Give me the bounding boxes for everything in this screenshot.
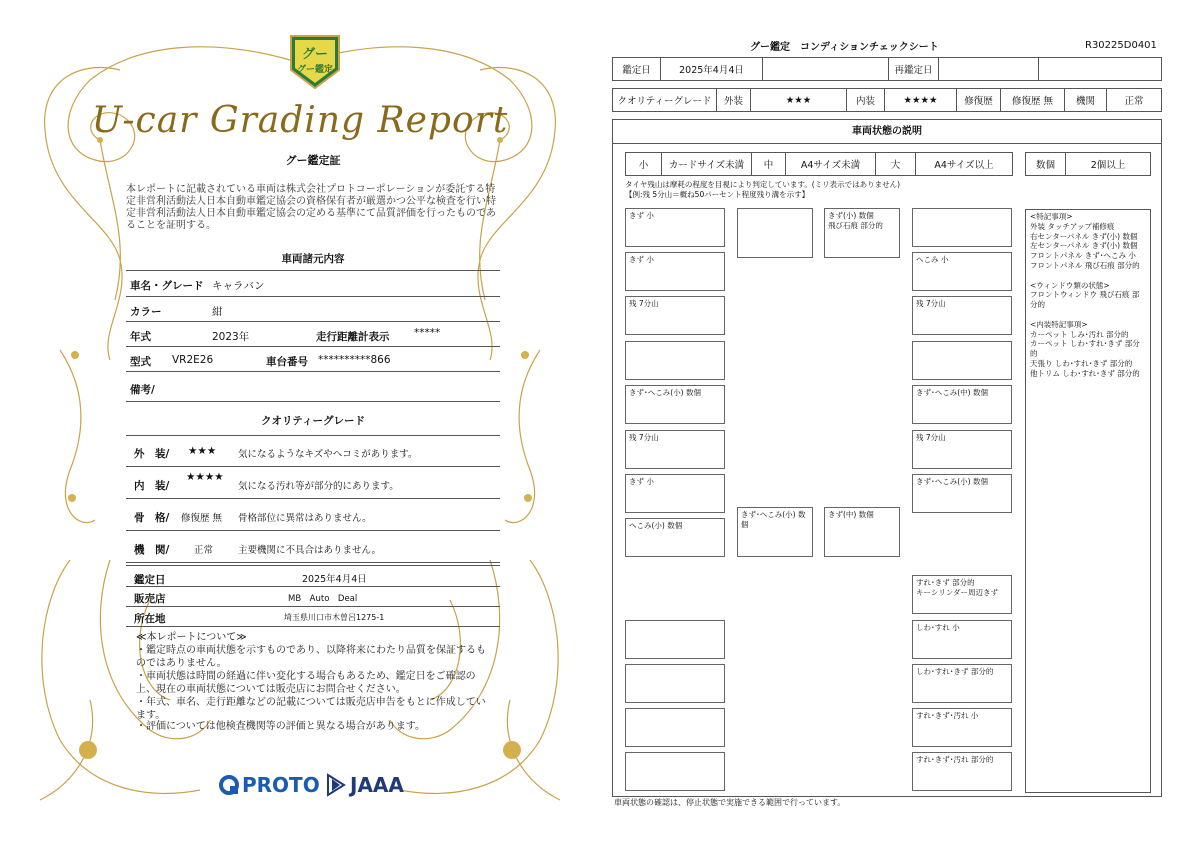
tire-note-2: 【例:残 5分山＝概ね50パーセント程度残り溝を示す】: [625, 190, 810, 199]
interior-box-left-4: [625, 752, 725, 791]
count-label: 数個: [1026, 153, 1066, 175]
damage-box-right-5: きず･へこみ(中) 数個: [912, 385, 1012, 424]
note-1: ・鑑定時点の車両状態を示すものであり、以降将来にわたり品質を保証するものではありません。: [136, 645, 486, 669]
reappraisal-label: 再鑑定日: [889, 58, 939, 80]
interior-text: 気になる汚れ等が部分的にあります。: [238, 481, 399, 492]
size-large: 大: [876, 153, 916, 175]
jaaa-logo-text: JAAA: [350, 773, 404, 797]
svg-text:グー: グー: [301, 47, 329, 62]
damage-box-left-4: [625, 341, 725, 380]
cert-title: グー鑑定証: [285, 154, 341, 167]
interior-label: 内 装/: [134, 480, 170, 492]
spec-color-row: [126, 297, 500, 322]
count-desc: 2個以上: [1090, 160, 1126, 171]
shop-label: 販売店: [134, 593, 166, 605]
interior-box-right-4: すれ･きず･汚れ 部分的: [912, 752, 1012, 791]
note-line: 天張り しわ･すれ･きず 部分的: [1030, 358, 1133, 368]
name-value: キャラバン: [212, 280, 265, 292]
tire-note-1: タイヤ残山は摩耗の程度を目視により判定しています。(ミリ表示ではありません): [625, 180, 901, 189]
frame-label: 骨 格/: [134, 512, 170, 524]
year-label: 年式: [130, 331, 151, 343]
size-small-desc: カードサイズ未満: [662, 153, 752, 175]
damage-box-right-2: へこみ 小: [912, 252, 1012, 291]
exterior-label: 外 装/: [134, 448, 170, 460]
shop-row: [126, 587, 500, 607]
sheet-title: グー鑑定 コンディションチェックシート: [750, 42, 939, 53]
damage-box-left-5: きず･へこみ(小) 数個: [625, 385, 725, 424]
address-label: 所在地: [134, 613, 166, 625]
damage-box-left-1: きず 小: [625, 208, 725, 247]
interior-box-right-3: すれ･きず･汚れ 小: [912, 708, 1012, 747]
grade-title: クオリティーグレード: [261, 415, 365, 427]
year-value: 2023年: [212, 331, 250, 343]
date-row: [126, 565, 500, 587]
proto-logo: [218, 772, 320, 798]
spec-model-row: [126, 347, 500, 372]
damage-box-left-6: 残 7分山: [625, 430, 725, 469]
appraisal-date-value: 2025年4月4日: [661, 58, 763, 80]
damage-box-left-2: きず 小: [625, 252, 725, 291]
appraisal-date-label: 鑑定日: [613, 58, 661, 80]
mileage-value: *****: [414, 327, 441, 339]
damage-box-right-3: 残 7分山: [912, 296, 1012, 335]
note-line: フロントパネル 飛び石痕 部分的: [1030, 260, 1140, 270]
damage-box-left-3: 残 7分山: [625, 296, 725, 335]
exterior-text: 気になるようなキズやヘコミがあります。: [238, 449, 418, 460]
note-line: 右センターパネル きず(小) 数個: [1030, 231, 1138, 241]
model-value: VR2E26: [172, 354, 214, 366]
damage-box-left-7: きず 小: [625, 474, 725, 513]
chassis-label: 車台番号: [266, 356, 308, 368]
notes-title: ≪本レポートについて≫: [136, 632, 247, 643]
damage-box-top-1: [737, 208, 813, 258]
proto-logo-text: PROTO: [242, 773, 320, 797]
int-stars: ★★★★: [885, 89, 957, 111]
jaaa-logo: [326, 772, 404, 798]
size-small: 小: [626, 153, 662, 175]
interior-box-right-2: しわ･すれ･きず 部分的: [912, 664, 1012, 703]
color-value: 紺: [212, 306, 223, 318]
interior-box-right-1: しわ･すれ 小: [912, 620, 1012, 659]
proto-mark-icon: [218, 774, 240, 796]
damage-box-right-4: [912, 341, 1012, 380]
spec-year-row: [126, 322, 500, 347]
note-line: 外装 タッチアップ補修痕: [1030, 221, 1115, 231]
condition-check-sheet: [600, 0, 1200, 848]
script-title: U-car Grading Report: [91, 100, 509, 141]
quality-label: クオリティーグレード: [613, 89, 717, 111]
note-line: カーペット しわ･すれ･きず 部分的: [1030, 339, 1140, 359]
spec-name-row: [126, 270, 500, 297]
size-mid: 中: [752, 153, 786, 175]
interior-box-left-3: [625, 708, 725, 747]
remarks-label: 備考/: [130, 384, 155, 396]
chassis-value: **********866: [318, 354, 391, 366]
engine-label: 機関: [1065, 89, 1107, 111]
note-line: <内装特記事項>: [1030, 319, 1088, 329]
damage-box-right-7: きず･へこみ(小) 数個: [912, 474, 1012, 513]
size-mid-desc: A4サイズ未満: [786, 153, 876, 175]
mileage-label: 走行距離計表示: [316, 331, 390, 343]
interior-stars: ★★★★: [186, 471, 224, 483]
size-large-desc: A4サイズ以上: [934, 160, 994, 171]
note-4: ・評価については他検査機関等の評価と異なる場合があります。: [136, 721, 425, 732]
model-label: 型式: [130, 356, 151, 368]
engine-text: 主要機関に不具合はありません。: [238, 545, 382, 556]
note-2: ・車両状態は時間の経過に伴い変化する場合もあるため、鑑定日をご確認の上、現在の車両状態については販売店にお問合せください。: [136, 671, 476, 695]
name-label: 車名・グレード: [130, 280, 204, 292]
note-line: <ウィンドウ類の状態>: [1030, 280, 1110, 290]
ext-label: 外装: [717, 89, 751, 111]
note-line: <特記事項>: [1030, 212, 1073, 221]
repair-label: 修復歴: [957, 89, 1001, 111]
damage-box-bottom-1: へこみ(小) 数個: [625, 518, 725, 557]
note-line: フロントパネル きず･へこみ 小: [1030, 251, 1136, 261]
grade-frame-row: [126, 499, 500, 531]
address-value: 埼玉県川口市木曽呂1275-1: [284, 613, 385, 622]
footer-note: 車両状態の確認は、停止状態で実施できる範囲で行っています。: [614, 798, 846, 807]
interior-box-left-1: [625, 620, 725, 659]
date-label: 鑑定日: [134, 574, 166, 586]
specs-title: 車両諸元内容: [281, 253, 345, 265]
goo-kantei-logo: [287, 32, 343, 92]
damage-box-bottom-3: きず(中) 数個: [824, 507, 900, 557]
note-3: ・年式、車名、走行距離などの記載については販売店申告をもとに作成しています。: [136, 697, 486, 721]
section-title: 車両状態の説明: [613, 120, 1161, 144]
cert-body: 本レポートに記載されている車両は株式会社プロトコーポレーションが委託する特定非営利活動法人日本自動車鑑定協会の資格保有者が厳選かつ公平な検査を行い特定非営利活動法人日本自動車鑑定協会の定める基準にて品質評価を行ったものであることを証明する。: [126, 184, 496, 231]
address-row: [126, 607, 500, 627]
damage-box-right-6: 残 7分山: [912, 430, 1012, 469]
repair-value: 修復歴 無: [1001, 89, 1065, 111]
int-label: 内装: [847, 89, 885, 111]
spec-remarks-row: [126, 372, 500, 402]
date-value: 2025年4月4日: [302, 574, 367, 585]
frame-text: 骨格部位に異常はありません。: [238, 513, 372, 524]
frame-value: 修復歴 無: [181, 513, 223, 524]
note-line: 左センターパネル きず(小) 数個: [1030, 241, 1138, 251]
grade-interior-row: [126, 467, 500, 499]
color-label: カラー: [130, 306, 162, 318]
engine-value: 正常: [194, 545, 214, 556]
exterior-stars: ★★★: [188, 445, 217, 457]
grade-exterior-row: [126, 435, 500, 467]
grade-engine-row: [126, 531, 500, 563]
damage-box-bottom-2: きず･へこみ(小) 数個: [737, 507, 813, 557]
engine-label: 機 関/: [134, 544, 170, 556]
shop-value: MB Auto Deal: [288, 594, 358, 604]
note-line: カーペット しみ･汚れ 部分的: [1030, 329, 1129, 339]
damage-box-top-2: きず(小) 数個 飛び石痕 部分的: [824, 208, 900, 258]
note-line: フロントウィンドウ 飛び石痕 部分的: [1030, 290, 1140, 310]
engine-value: 正常: [1124, 96, 1144, 107]
note-line: 他トリム しわ･すれ･きず 部分的: [1030, 368, 1140, 378]
interior-box-left-2: [625, 664, 725, 703]
interior-box-steering: すれ･きず 部分的 キーシリンダー周辺きず: [912, 575, 1012, 614]
doc-id: R30225D0401: [1085, 40, 1157, 51]
jaaa-mark-icon: [326, 773, 346, 797]
ext-stars: ★★★: [751, 89, 847, 111]
logo-text: グー鑑定: [296, 65, 333, 75]
damage-box-right-1: [912, 208, 1012, 247]
